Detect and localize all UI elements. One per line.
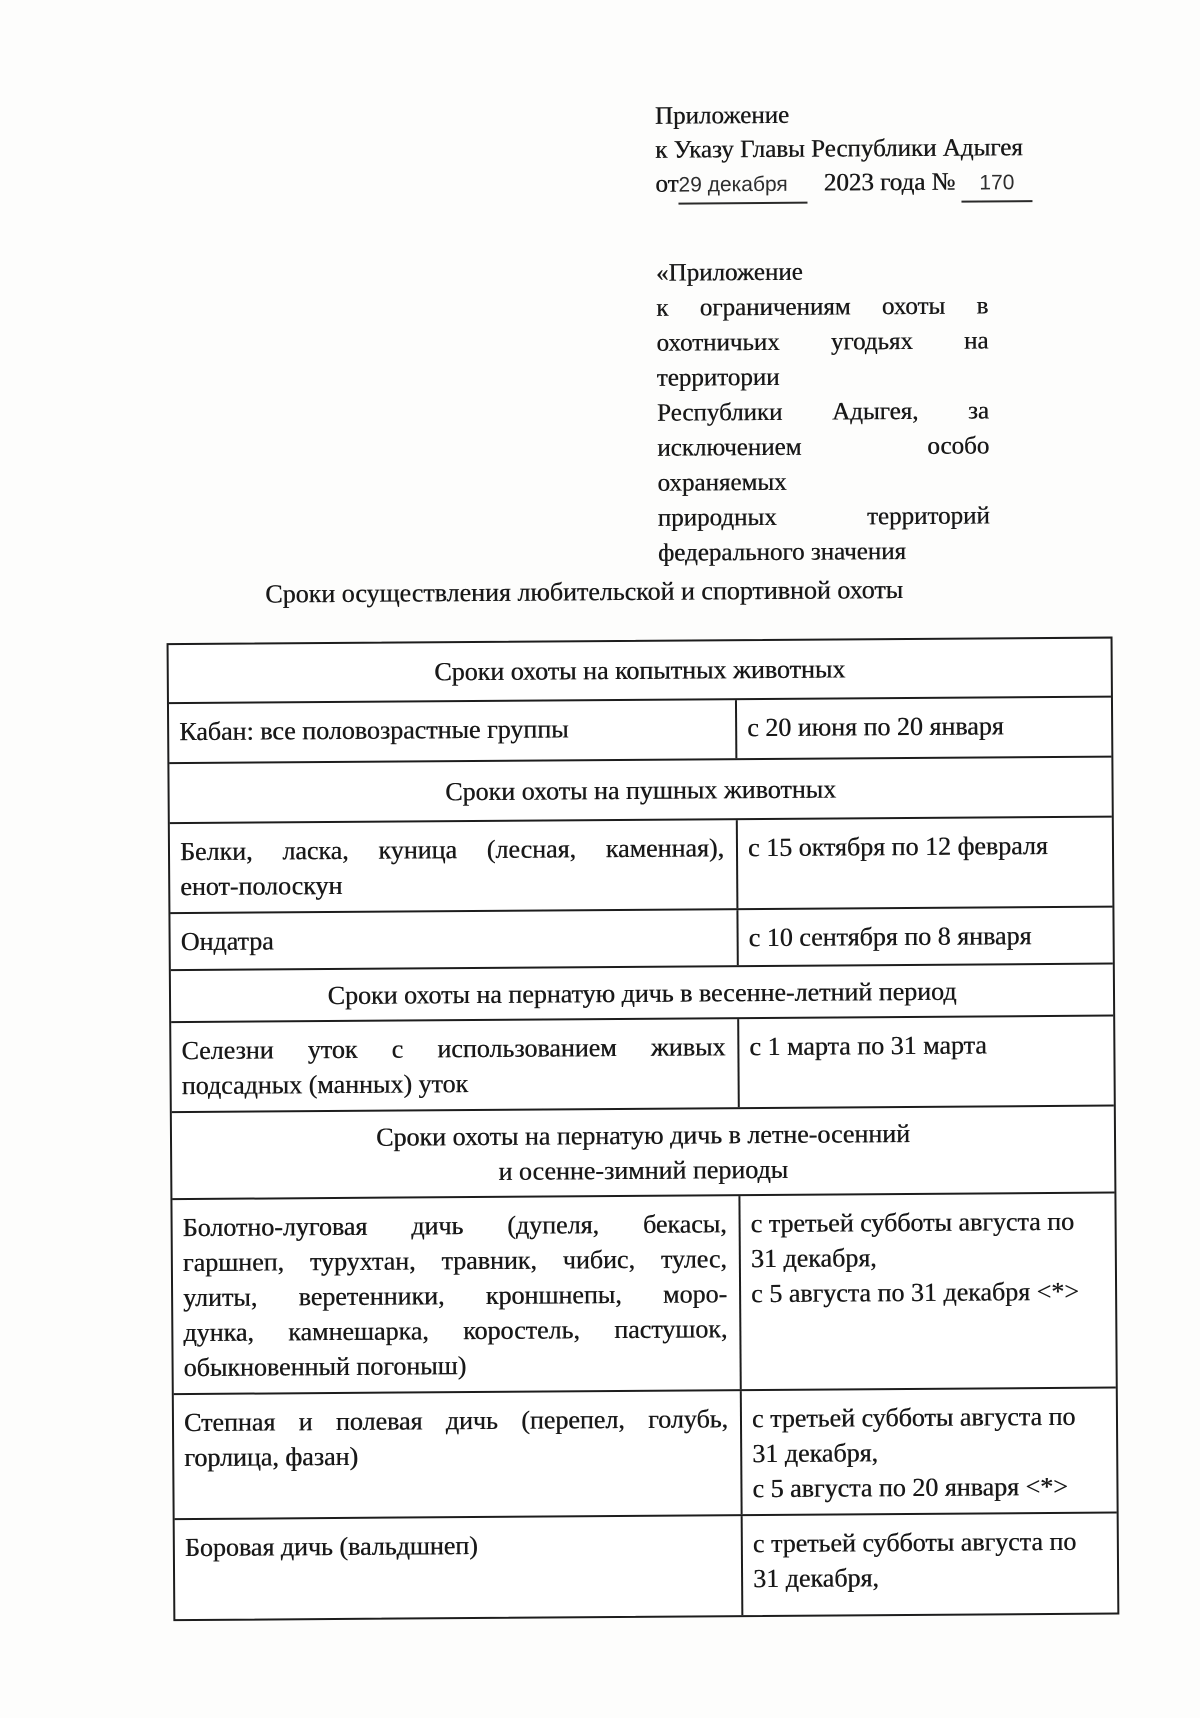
text-line: подсадных (манных) уток xyxy=(181,1069,469,1101)
text-line: Сроки охоты на пернатую дичь в весенне-летний период xyxy=(327,976,957,1010)
text-line: Республики Адыгея, за xyxy=(656,397,990,427)
table-row xyxy=(170,816,1113,913)
text-line: Белки, ласка, куница (лесная, каменная), xyxy=(179,833,725,867)
date-prefix-label: от xyxy=(655,170,679,198)
text-line: улиты, веретенники, кроншнепы, моро- xyxy=(183,1279,728,1313)
species-cell xyxy=(172,1196,741,1393)
text-line: к ограничениям охоты в xyxy=(656,292,989,322)
text-line: природных территорий xyxy=(657,502,990,532)
table-row xyxy=(171,1015,1114,1112)
season-cell xyxy=(738,818,1113,909)
text-line: Сроки охоты на пернатую дичь в летне-осенний xyxy=(375,1118,911,1152)
text-line: исключением особо охраняемых xyxy=(657,432,990,497)
table-row xyxy=(169,696,1111,763)
text-line: енот-полоскун xyxy=(180,870,343,902)
season-cell xyxy=(743,1514,1118,1616)
text-line: 31 декабря, xyxy=(752,1563,879,1594)
document-title: Сроки осуществления любительской и спортивной охоты xyxy=(265,575,904,609)
text-line: охотничьих угодьях на территории xyxy=(656,327,989,392)
text-line: Боровая дичь (вальдшнеп) xyxy=(184,1531,478,1563)
text-line: Степная и полевая дичь (перепел, голубь, xyxy=(183,1404,729,1438)
text-line: Селезни уток с использованием живых xyxy=(181,1032,726,1066)
text-line: обыкновенный погоныш) xyxy=(183,1351,467,1383)
text-line: федерального значения xyxy=(657,537,907,567)
date-rest-label: 2023 года № xyxy=(823,168,956,197)
text-line: с 20 июня по 20 января xyxy=(747,711,1004,743)
text-line: с 5 августа по 20 января <*> xyxy=(752,1471,1068,1504)
text-line: дунка, камнешарка, коростель, пастушок, xyxy=(183,1314,728,1348)
text-line: 31 декабря, xyxy=(752,1438,879,1469)
table-section-header-row xyxy=(169,756,1111,823)
species-cell xyxy=(170,910,738,969)
text-line: Болотно-луговая дичь (дупеля, бекасы, xyxy=(182,1209,727,1243)
table-row xyxy=(175,1512,1118,1620)
text-line: с 5 августа по 31 декабря <*> xyxy=(750,1276,1079,1309)
text-line: с 15 октября по 12 февраля xyxy=(747,831,1048,863)
quoted-appendix-reference xyxy=(656,253,990,570)
table-row xyxy=(174,1387,1117,1519)
text-line: с 10 сентября по 8 января xyxy=(748,921,1032,953)
appendix-date-line xyxy=(655,165,1075,205)
appendix-note-line: Приложение xyxy=(654,101,790,130)
table-section-header-row xyxy=(172,1105,1115,1199)
text-line: Сроки охоты на пушных животных xyxy=(445,773,837,806)
species-cell xyxy=(175,1516,744,1619)
text-line: 31 декабря, xyxy=(750,1243,877,1274)
season-cell xyxy=(739,1017,1114,1108)
text-line: с третьей субботы августа по xyxy=(750,1206,1075,1239)
species-cell xyxy=(171,1019,740,1111)
text-line: Кабан: все половозрастные группы xyxy=(179,714,569,747)
text-line: «Приложение xyxy=(655,258,803,287)
text-line: гаршнеп, турухтан, травник, чибис, тулес, xyxy=(182,1244,727,1278)
species-cell xyxy=(170,820,739,912)
season-cell xyxy=(742,1389,1117,1515)
text-line: и осенне-зимний периоды xyxy=(498,1154,789,1186)
table-row xyxy=(172,1192,1115,1394)
table-row xyxy=(170,906,1112,970)
table-section-header-row xyxy=(171,963,1113,1022)
table-section-header-row xyxy=(169,639,1111,703)
text-line: Сроки охоты на копытных животных xyxy=(434,654,846,687)
decree-number-fill-in: 170 xyxy=(961,166,1032,202)
text-line: с третьей субботы августа по xyxy=(752,1526,1077,1559)
species-cell xyxy=(174,1391,743,1518)
appendix-note-line: к Указу Главы Республики Адыгея xyxy=(655,134,1023,164)
species-cell xyxy=(169,700,737,762)
hunting-table xyxy=(167,637,1120,1622)
season-cell xyxy=(738,908,1112,966)
season-cell xyxy=(737,698,1111,759)
season-cell xyxy=(740,1194,1115,1390)
date-fill-in: 29 декабря xyxy=(678,168,808,205)
text-line: горлица, фазан) xyxy=(184,1441,359,1473)
appendix-note xyxy=(655,97,1076,205)
text-line: с третьей субботы августа по xyxy=(751,1401,1076,1434)
text-line: с 1 марта по 31 марта xyxy=(749,1030,987,1062)
text-line: Ондатра xyxy=(180,926,274,957)
